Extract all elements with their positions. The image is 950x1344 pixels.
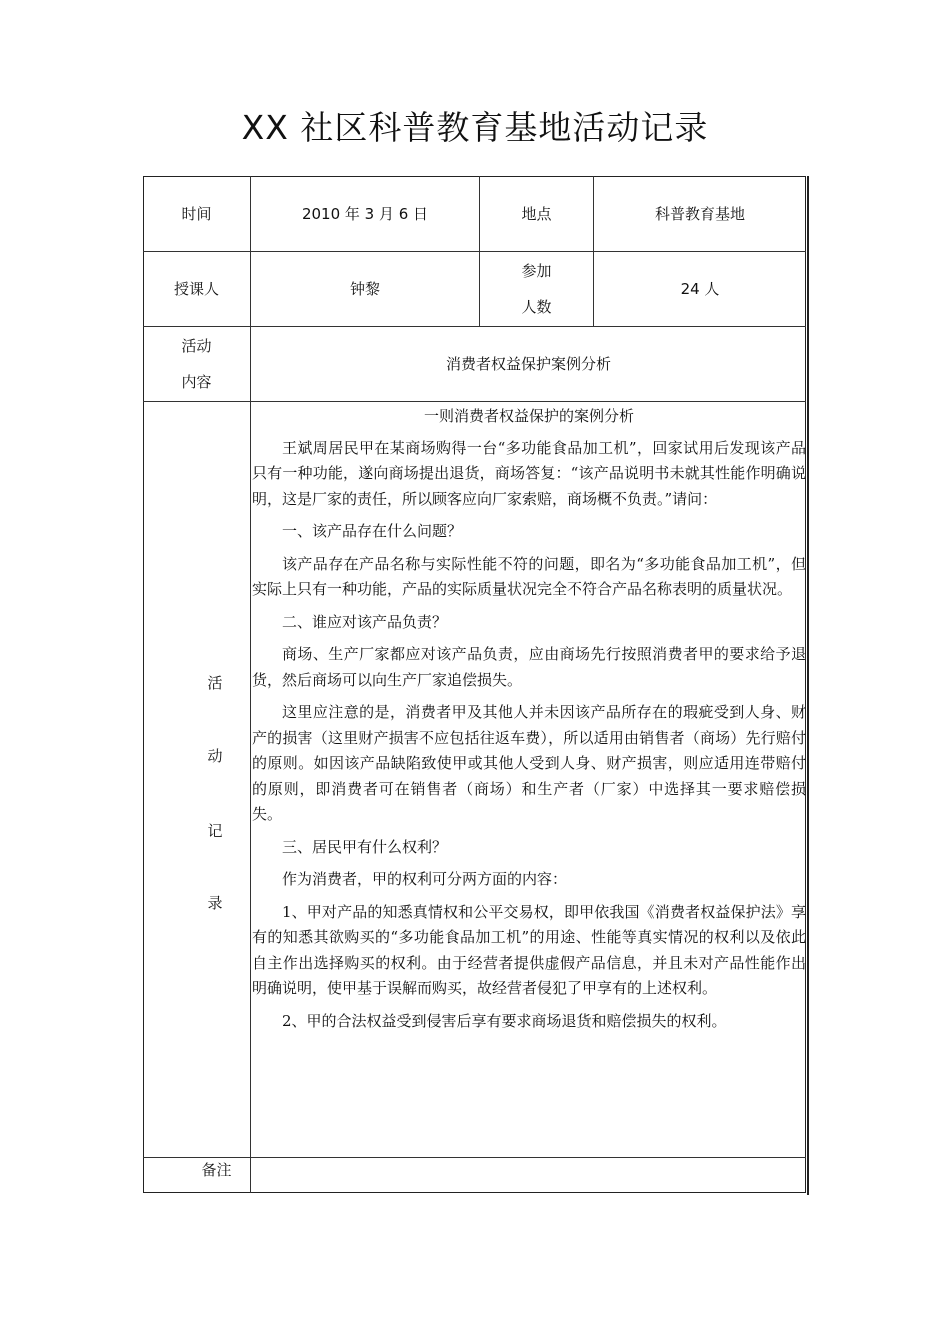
place-label: 地点 bbox=[521, 204, 552, 223]
record-paragraph: 王斌周居民甲在某商场购得一台“多功能食品加工机”，回家试用后发现该产品只有一种功能，遂向商场提出退货，商场答复：“该产品说明书未就其性能作明确说明，这是厂家的责任，所以顾客应向厂家索赔，商场概不负责。”请问： bbox=[252, 438, 806, 508]
content-label-line2: 内容 bbox=[181, 373, 212, 391]
content-label bbox=[143, 327, 250, 401]
record-question: 一、该产品存在什么问题？ bbox=[282, 522, 463, 540]
attendees-label bbox=[480, 252, 593, 326]
remarks-label: 备注 bbox=[201, 1161, 232, 1179]
record-paragraph: 作为消费者，甲的权利可分两方面的内容： bbox=[282, 870, 568, 888]
time-label: 时间 bbox=[181, 204, 212, 223]
record-label-char: 记 bbox=[207, 822, 223, 840]
time-value: 2010 年 3 月 6 日 bbox=[301, 204, 429, 223]
record-body bbox=[252, 402, 806, 1041]
record-paragraph: 商场、生产厂家都应对该产品负责，应由商场先行按照消费者甲的要求给予退货，然后商场可以向生产厂家追偿损失。 bbox=[252, 645, 806, 689]
content-value: 消费者权益保护案例分析 bbox=[445, 355, 611, 373]
record-paragraph: 1、甲对产品的知悉真情权和公平交易权，即甲依我国《消费者权益保护法》享有的知悉其欲购买的“多功能食品加工机”的用途、性能等真实情况的权利以及依此自主作出选择购买的权利。由于经营者提供虚假产品信息，并且未对产品性能作出明确说明，使甲基于误解而购买，故经营者侵犯了甲享有的上述权利。 bbox=[252, 902, 806, 997]
case-title: 一则消费者权益保护的案例分析 bbox=[423, 407, 634, 425]
table-edge-line bbox=[807, 176, 809, 1195]
record-paragraph: 该产品存在产品名称与实际性能不符的问题，即名为“多功能食品加工机”，但实际上只有一种功能，产品的实际质量状况完全不符合产品名称表明的质量状况。 bbox=[252, 554, 806, 598]
place-value: 科普教育基地 bbox=[654, 204, 745, 223]
record-label-char: 动 bbox=[207, 747, 223, 765]
content-label-line1: 活动 bbox=[181, 337, 212, 355]
attendees-label-line1: 参加 bbox=[521, 262, 552, 280]
record-paragraph: 2、甲的合法权益受到侵害后享有要求商场退货和赔偿损失的权利。 bbox=[282, 1011, 727, 1030]
document-title: XX 社区科普教育基地活动记录 bbox=[241, 108, 709, 147]
record-question: 二、谁应对该产品负责？ bbox=[282, 612, 448, 631]
remarks-value bbox=[251, 1158, 806, 1193]
lecturer-label: 授课人 bbox=[173, 280, 219, 298]
record-paragraph: 这里应注意的是，消费者甲及其他人并未因该产品所存在的瑕疵受到人身、财产的损害（这里财产损害不应包括往返车费），所以适用由销售者（商场）先行赔付的原则。如因该产品缺陷致使甲或其他人受到人身、财产损害，则应适用连带赔付的原则，即消费者可在销售者（商场）和生产者（厂家）中选择其一要求赔偿损失。 bbox=[252, 703, 806, 823]
record-question: 三、居民甲有什么权利？ bbox=[282, 837, 448, 856]
attendees-label-line2: 人数 bbox=[521, 298, 552, 316]
lecturer-value: 钟黎 bbox=[349, 280, 380, 298]
record-label-char: 活 bbox=[207, 674, 223, 692]
record-label-char: 录 bbox=[207, 894, 223, 912]
attendees-value: 24 人 bbox=[680, 280, 720, 298]
